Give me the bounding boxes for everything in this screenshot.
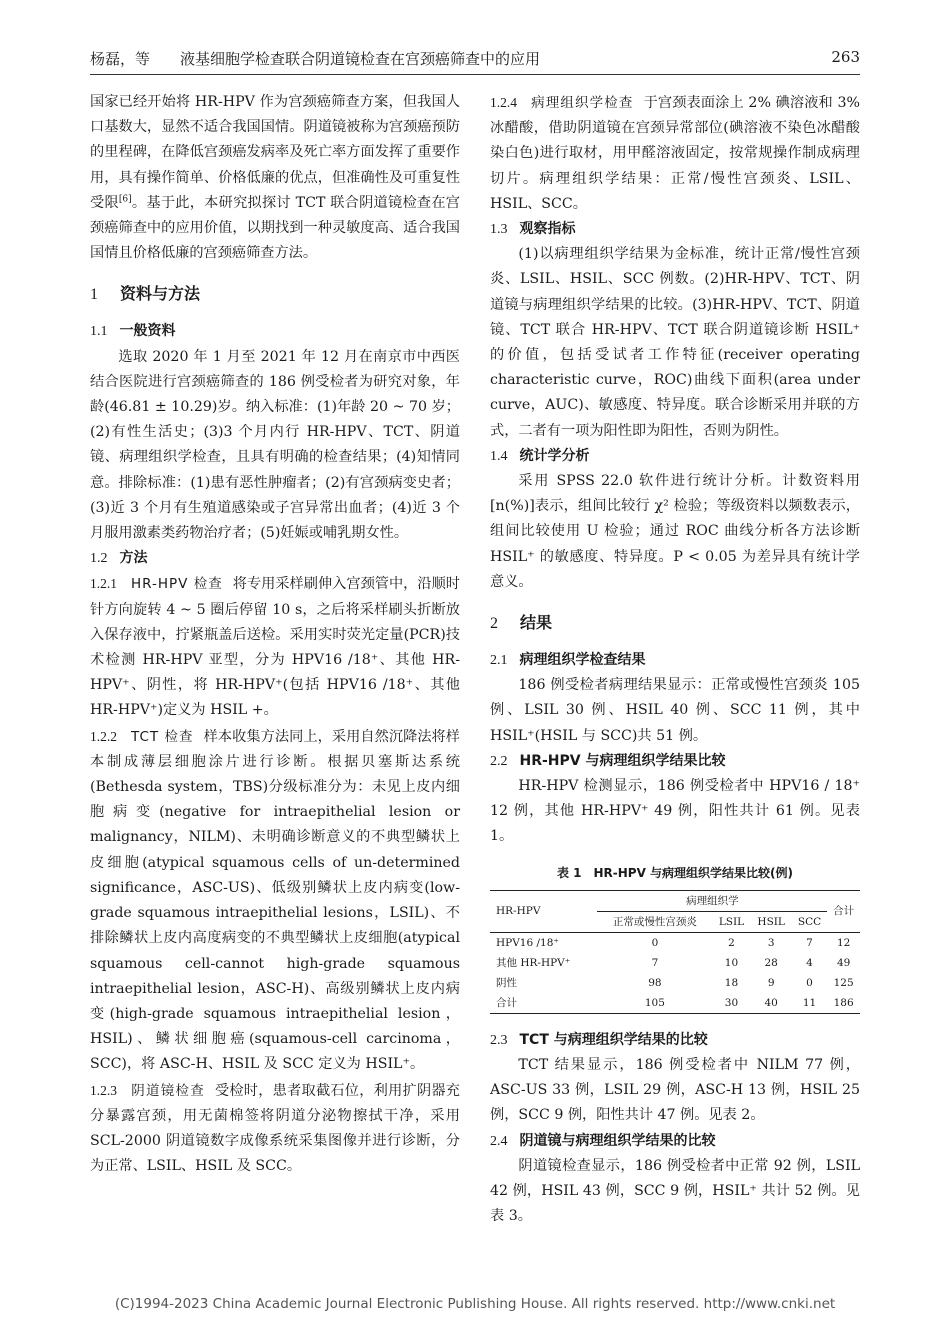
section-2-heading: 2 结果 xyxy=(490,613,553,633)
method-tct-paragraph: 1.2.2 TCT 检查 样本收集方法同上，采用自然沉降法将样本制成薄层细胞涂片进行诊断。根据贝塞斯达系统(Bethesda system，TBS)分级标准分为：未见上皮内细胞病变(negative for intraepithelial lesion or malignancy，NILM)、未明确诊断意义的不典型鳞状上皮细胞(atypical squamous cells of un-determined significance，ASC-US)、低级别鳞状上皮内病变(low-grade squamous intraepithelial lesions，LSIL)、不排除鳞状上皮内高度病变的不典型鳞状上皮细胞(atypical squamous cell-cannot high-grade squamous intraepithelial lesion，ASC-H)、高级别鳞状上皮内病变(high-grade squamous intraepithelial lesion，HSIL)、鳞状细胞癌(squamous-cell carcinoma，SCC)，将 ASC-H、HSIL 及 SCC 定义为 HSIL⁺。 xyxy=(90,728,460,1073)
table-cell: 7 xyxy=(651,956,659,969)
table-cell: 125 xyxy=(833,976,854,989)
table-header-total: 合计 xyxy=(833,905,855,918)
right-column xyxy=(490,90,860,1229)
section-2-3-heading: 2.3 TCT 与病理组织学结果的比较 xyxy=(490,1031,708,1048)
table-cell: 7 xyxy=(806,936,813,949)
section-1-4-heading: 1.4 统计学分析 xyxy=(490,447,590,464)
method-hrhpv-paragraph: 1.2.1 HR-HPV 检查 将专用采样刷伸入宫颈管中，沿顺时针方向旋转 4 ~ 5 圈后停留 10 s，之后将采样刷头折断放入保存液中，拧紧瓶盖后送检。采用实时荧光定量(PCR)技术检测 HR-HPV 亚型，分为 HPV16 /18⁺、其他 HR-HPV⁺、阴性，将 HR-HPV⁺(包括 HPV16 /18⁺、其他 HR-HPV⁺)定义为 HSIL +。 xyxy=(90,576,460,719)
table-cell: 其他 HR-HPV⁺ xyxy=(496,956,571,969)
statistics-paragraph: 采用 SPSS 22.0 软件进行统计分析。计数资料用[n(%)]表示，组间比较行 χ² 检验；等级资料以频数表示，组间比较使用 U 检验；通过 ROC 曲线分析各方法诊断 HSIL⁺ 的敏感度、特异度。P < 0.05 为差异具有统计学意义。 xyxy=(490,473,860,590)
table-subheader: 正常或慢性宫颈炎 xyxy=(612,915,697,928)
table-header-hrhpv: HR-HPV xyxy=(496,905,541,918)
table-cell: 105 xyxy=(644,996,665,1009)
table-cell: 3 xyxy=(767,936,775,949)
header-authors: 杨磊，等 xyxy=(90,50,151,68)
section-2-2-heading: 2.2 HR-HPV 与病理组织学结果比较 xyxy=(490,752,726,769)
table-subheader: LSIL xyxy=(718,915,745,928)
table-cell: 18 xyxy=(724,976,739,989)
table-cell: 40 xyxy=(764,996,778,1009)
table-cell: 0 xyxy=(651,936,659,949)
table-cell: 阴性 xyxy=(496,976,517,989)
table-cell: 30 xyxy=(724,996,739,1009)
section-2-4-heading: 2.4 阴道镜与病理组织学结果的比较 xyxy=(490,1132,716,1149)
table-cell: 9 xyxy=(767,976,775,989)
table-row xyxy=(490,973,860,993)
method-colposcopy-paragraph: 1.2.3 阴道镜检查 受检时，患者取截石位，利用扩阴器充分暴露宫颈，用无菌棉签将阴道分泌物擦拭干净，采用 SCL-2000 阴道镜数字成像系统采集图像并进行诊断，分为正常、LSIL、HSIL 及 SCC。 xyxy=(90,1082,460,1175)
result-2-4-paragraph: 阴道镜检查显示，186 例受检者中正常 92 例，LSIL 42 例，HSIL 43 例，SCC 9 例，HSIL⁺ 共计 52 例。见表 3。 xyxy=(490,1157,860,1225)
result-2-1-paragraph: 186 例受检者病理结果显示：正常或慢性宫颈炎 105 例、LSIL 30 例、HSIL 40 例、SCC 11 例，其中 HSIL⁺(HSIL 与 SCC)共 51 例。 xyxy=(490,677,860,744)
header-rule xyxy=(90,74,860,75)
method-pathology-paragraph: 1.2.4 病理组织学检查 于宫颈表面涂上 2% 碘溶液和 3% 冰醋酸，借助阴道镜在宫颈异常部位(碘溶液不染色冰醋酸染白色)进行取材，用甲醛溶液固定，按常规操作制成病理切片。病理组织学结果：正常/慢性宫颈炎、LSIL、HSIL、SCC。 xyxy=(490,95,861,212)
header-running-title: 液基细胞学检查联合阴道镜检查在宫颈癌筛查中的应用 xyxy=(180,50,541,68)
table-cell: 186 xyxy=(833,996,854,1009)
copyright-footer: (C)1994-2023 China Academic Journal Electronic Publishing House. All rights reserved. http://www.cnki.net xyxy=(114,1296,836,1312)
indicators-paragraph: (1)以病理组织学结果为金标准，统计正常/慢性宫颈炎、LSIL、HSIL、SCC 例数。(2)HR-HPV、TCT、阴道镜与病理组织学结果的比较。(3)HR-HPV、TCT、阴道镜、TCT 联合 HR-HPV、TCT 联合阴道镜诊断 HSIL⁺ 的价值，包括受试者工作特征(receiver operating characteristic curve，ROC)曲线下面积(area under curve，AUC)、敏感度、特异度。联合诊断采用并联的方式，二者有一项为阳性即为阳性，否则为阴性。 xyxy=(490,246,860,439)
table-header-pathology: 病理组织学 xyxy=(597,890,827,911)
section-1-heading: 1 资料与方法 xyxy=(90,284,201,304)
result-2-3-paragraph: TCT 结果显示，186 例受检者中 NILM 77 例，ASC-US 33 例，LSIL 29 例，ASC-H 13 例，HSIL 25 例，SCC 9 例，阳性共计 47 例。见表 2。 xyxy=(490,1056,860,1124)
section-2-1-heading: 2.1 病理组织学检查结果 xyxy=(490,652,646,669)
left-column xyxy=(90,90,460,1179)
table-cell: 98 xyxy=(648,976,662,989)
table-cell: 10 xyxy=(724,956,739,969)
table-cell: 12 xyxy=(836,936,851,949)
table-row xyxy=(490,932,860,953)
table-row xyxy=(490,953,860,973)
table-subheader: SCC xyxy=(797,915,822,928)
table-subheader: HSIL xyxy=(757,915,785,928)
table-row xyxy=(490,993,860,1014)
table-cell: 49 xyxy=(836,956,851,969)
general-data-paragraph: 选取 2020 年 1 月至 2021 年 12 月在南京市中西医结合医院进行宫颈癌筛查的 186 例受检者为研究对象，年龄(46.81 ± 10.29)岁。纳入标准：(1)年龄 20 ~ 70 岁；(2)有性生活史；(3)3 个月内行 HR-HPV、TCT、阴道镜、病理组织学检查，且具有明确的检查结果；(4)知情同意。排除标准：(1)患有恶性肿瘤者；(2)有宫颈病变史者；(3)近 3 个月有生殖道感染或子宫异常出血者；(4)近 3 个月服用激素类药物治疗者；(5)妊娠或哺乳期女性。 xyxy=(90,348,460,542)
table-1-caption: 表 1 HR-HPV 与病理组织学结果比较(例) xyxy=(556,865,794,880)
intro-paragraph: 国家已经开始将 HR-HPV 作为宫颈癌筛查方案，但我国人口基数大，显然不适合我国国情。阴道镜被称为宫颈癌预防的里程碑，在降低宫颈癌发病率及死亡率方面发挥了重要作用，具有操作简单、价格低廉的优点，但准确性及可重复性受限[6]。基于此，本研究拟探讨 TCT 联合阴道镜检查在宫颈癌筛查中的应用价值，以期找到一种灵敏度高、适合我国国情且价格低廉的宫颈癌筛查方法。 xyxy=(90,94,460,262)
table-cell: 11 xyxy=(802,996,817,1009)
page-number: 263 xyxy=(831,48,860,66)
table-cell: 28 xyxy=(764,956,778,969)
section-1-1-heading: 1.1 一般资料 xyxy=(90,323,176,340)
running-header xyxy=(90,48,860,72)
table-cell: HPV16 /18⁺ xyxy=(496,936,559,949)
section-1-2-heading: 1.2 方法 xyxy=(90,550,148,567)
table-cell: 4 xyxy=(806,956,813,969)
citation-ref[interactable]: [6] xyxy=(118,194,132,205)
table-cell: 合计 xyxy=(496,996,517,1009)
table-1 xyxy=(490,890,860,1014)
result-2-2-paragraph: HR-HPV 检测显示，186 例受检者中 HPV16 / 18⁺ 12 例，其他 HR-HPV⁺ 49 例，阳性共计 61 例。见表 1。 xyxy=(490,778,860,845)
table-cell: 2 xyxy=(728,936,735,949)
section-1-3-heading: 1.3 观察指标 xyxy=(490,221,576,238)
table-cell: 0 xyxy=(806,976,813,989)
